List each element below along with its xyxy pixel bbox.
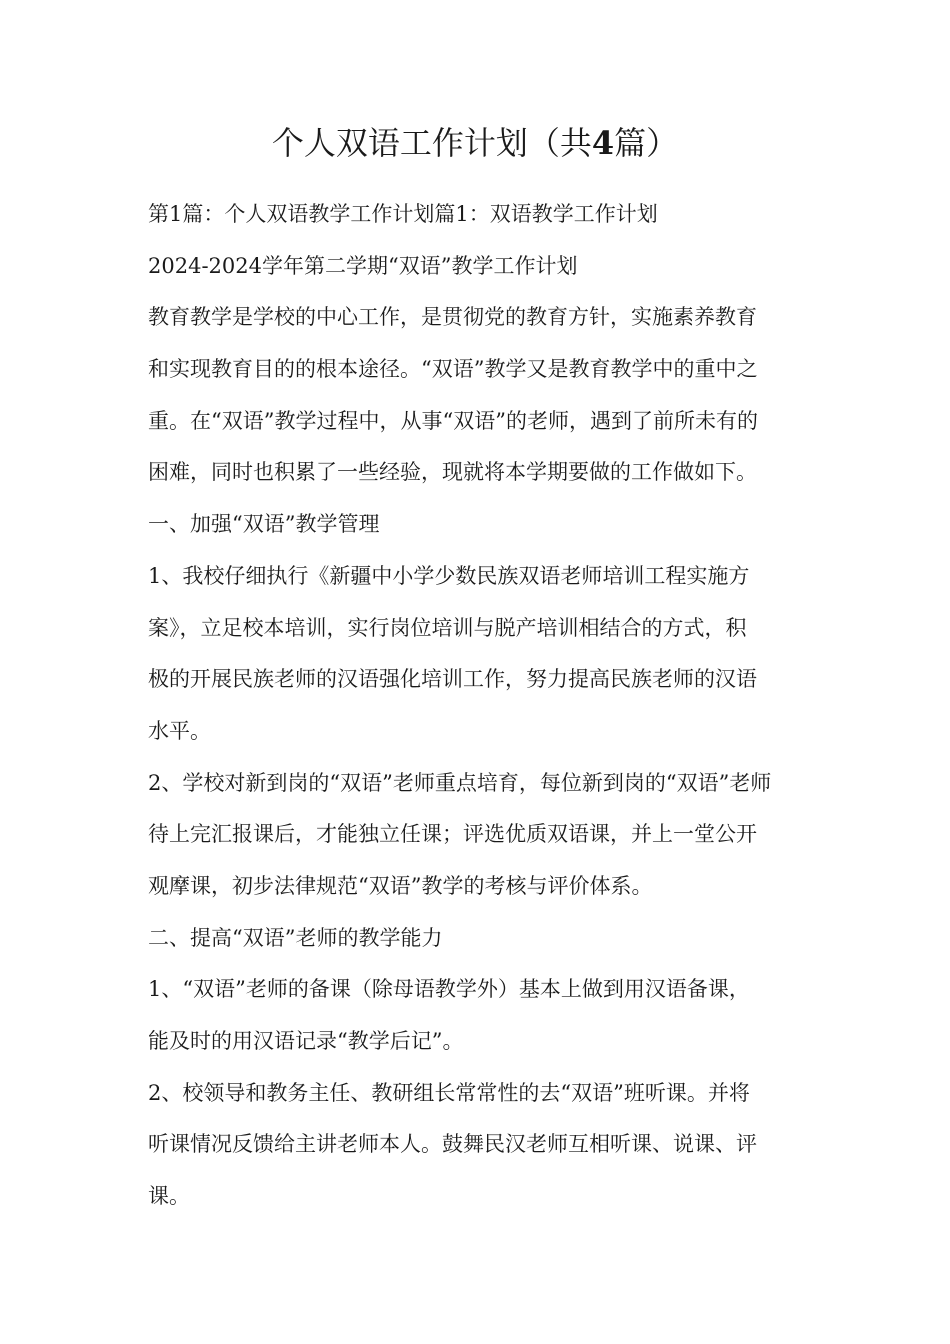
section-heading: 一、加强“双语”教学管理 bbox=[148, 512, 380, 537]
text-line: 水平。 bbox=[148, 718, 211, 743]
text-line: 第1篇：个人双语教学工作计划篇1：双语教学工作计划 bbox=[148, 202, 658, 226]
text-line: 待上完汇报课后，才能独立任课；评选优质双语课，并上一堂公开 bbox=[148, 822, 757, 847]
title-prefix: 个人双语工作计划（共 bbox=[271, 124, 592, 162]
text-line: 重。在“双语”教学过程中，从事“双语”的老师，遇到了前所未有的 bbox=[148, 408, 758, 433]
text-line: 教育教学是学校的中心工作，是贯彻党的教育方针，实施素养教育 bbox=[148, 305, 757, 330]
text-line: 案》，立足校本培训，实行岗位培训与脱产培训相结合的方式，积 bbox=[148, 615, 747, 640]
text-line: 1、“双语”老师的备课（除母语教学外）基本上做到用汉语备课， bbox=[148, 977, 750, 1002]
text-line: 观摩课，初步法律规范“双语”教学的考核与评价体系。 bbox=[148, 873, 653, 898]
text-line: 课。 bbox=[148, 1184, 190, 1209]
section-heading: 二、提高“双语”老师的教学能力 bbox=[148, 925, 443, 950]
text-line: 2024-2024学年第二学期“双语”教学工作计划 bbox=[148, 253, 578, 278]
text-line: 1、我校仔细执行《新疆中小学少数民族双语老师培训工程实施方 bbox=[148, 563, 750, 588]
text-line: 听课情况反馈给主讲老师本人。鼓舞民汉老师互相听课、说课、评 bbox=[148, 1132, 757, 1157]
text-line: 2、学校对新到岗的“双语”老师重点培育，每位新到岗的“双语”老师 bbox=[148, 770, 772, 795]
text-line: 极的开展民族老师的汉语强化培训工作，努力提高民族老师的汉语 bbox=[148, 667, 757, 692]
document-title bbox=[0, 118, 950, 168]
text-line: 2、校领导和教务主任、教研组长常常性的去“双语”班听课。并将 bbox=[148, 1080, 750, 1105]
text-line: 和实现教育目的的根本途径。“双语”教学又是教育教学中的重中之 bbox=[148, 357, 758, 382]
text-line: 困难，同时也积累了一些经验，现就将本学期要做的工作做如下。 bbox=[148, 460, 757, 485]
title-number: 4 bbox=[591, 124, 615, 162]
text-line: 能及时的用汉语记录“教学后记”。 bbox=[148, 1029, 464, 1053]
title-suffix: 篇） bbox=[614, 124, 679, 162]
document-body bbox=[148, 194, 808, 1228]
